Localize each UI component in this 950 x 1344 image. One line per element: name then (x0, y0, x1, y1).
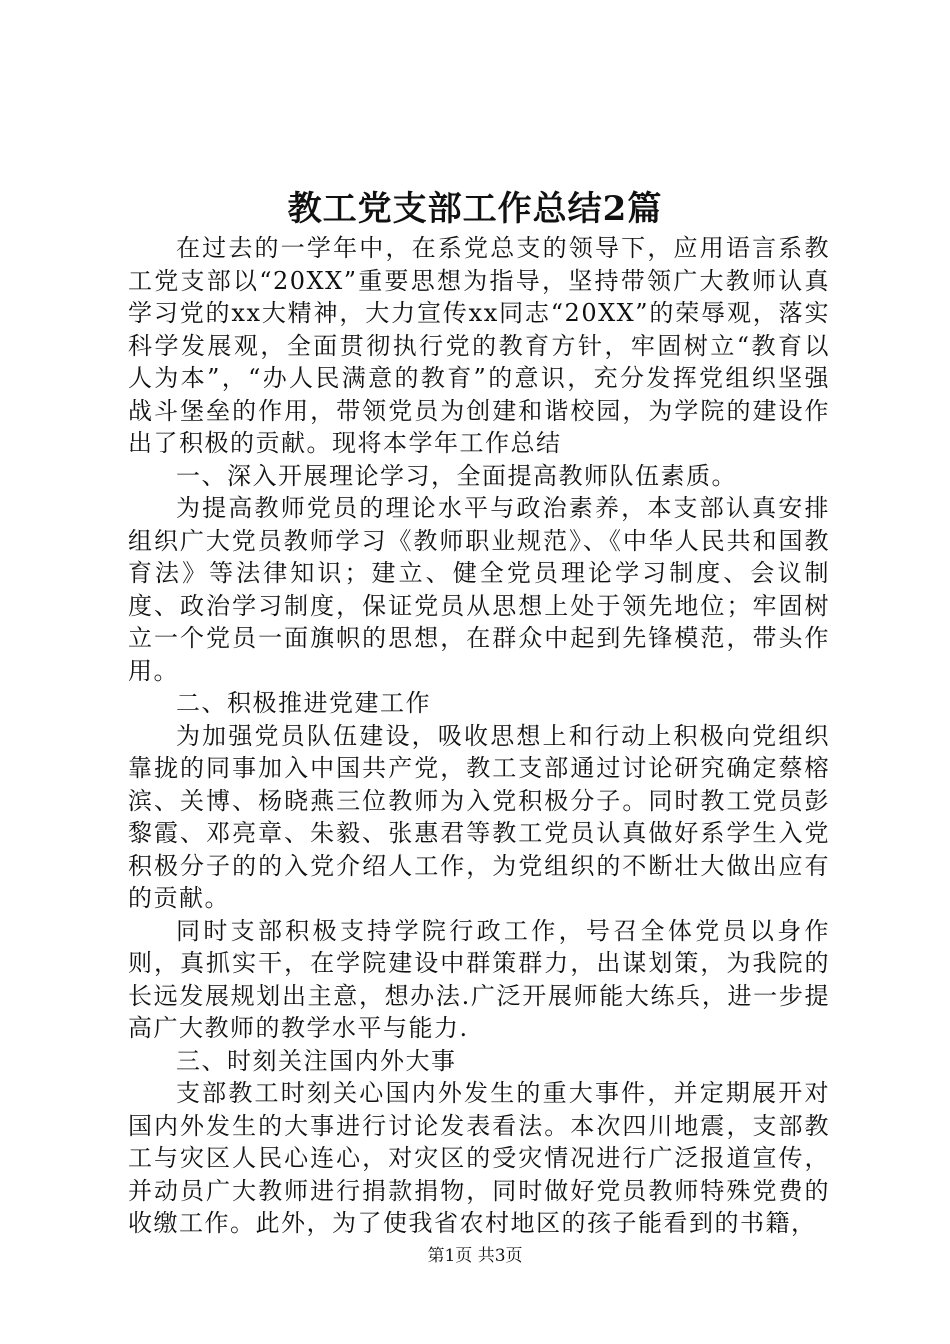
document-body (128, 232, 830, 1240)
page-footer: 第1页 共3页 (427, 1246, 523, 1266)
paragraph-intro: 在过去的一学年中，在系党总支的领导下，应用语言系教工党支部以“20XX”重要思想为指导，坚持带领广大教师认真学习党的xx大精神，大力宣传xx同志“20XX”的荣辱观，落实科学发展观，全面贯彻执行党的教育方针，牢固树立“教育以人为本”，“办人民满意的教育”的意识，充分发挥党组织坚强战斗堡垒的作用，带领党员为创建和谐校园，为学院的建设作出了积极的贡献。现将本学年工作总结 (128, 234, 830, 457)
section-heading-1: 一、深入开展理论学习，全面提高教师队伍素质。 (176, 461, 737, 490)
document-title: 教工党支部工作总结2篇 (287, 189, 663, 229)
section-heading-3: 三、时刻关注国内外大事 (176, 1046, 457, 1075)
paragraph-current-affairs: 支部教工时刻关心国内外发生的重大事件，并定期展开对国内外发生的大事进行讨论发表看法。本次四川地震，支部教工与灾区人民心连心，对灾区的受灾情况进行广泛报道宣传，并动员广大教师进行捐款捐物，同时做好党员教师特殊党费的收缴工作。此外，为了使我省农村地区的孩子能看到的书籍， (128, 1079, 830, 1237)
paragraph-theory-study: 为提高教师党员的理论水平与政治素养，本支部认真安排组织广大党员教师学习《教师职业规范》、《中华人民共和国教育法》等法律知识；建立、健全党员理论学习制度、会议制度、政治学习制度，保证党员从思想上处于领先地位；牢固树立一个党员一面旗帜的思想，在群众中起到先锋模范，带头作用。 (128, 494, 830, 685)
paragraph-support-admin: 同时支部积极支持学院行政工作，号召全体党员以身作则，真抓实干，在学院建设中群策群力，出谋划策，为我院的长远发展规划出主意，想办法.广泛开展师能大练兵，进一步提高广大教师的教学水平与能力. (128, 916, 830, 1042)
paragraph-party-building: 为加强党员队伍建设，吸收思想上和行动上积极向党组织靠拢的同事加入中国共产党，教工支部通过讨论研究确定蔡榕滨、关博、杨晓燕三位教师为入党积极分子。同时教工党员彭黎霞、邓亮章、朱毅、张惠君等教工党员认真做好系学生入党积极分子的的入党介绍人工作，为党组织的不断壮大做出应有的贡献。 (128, 721, 830, 912)
section-heading-2: 二、积极推进党建工作 (176, 689, 431, 717)
